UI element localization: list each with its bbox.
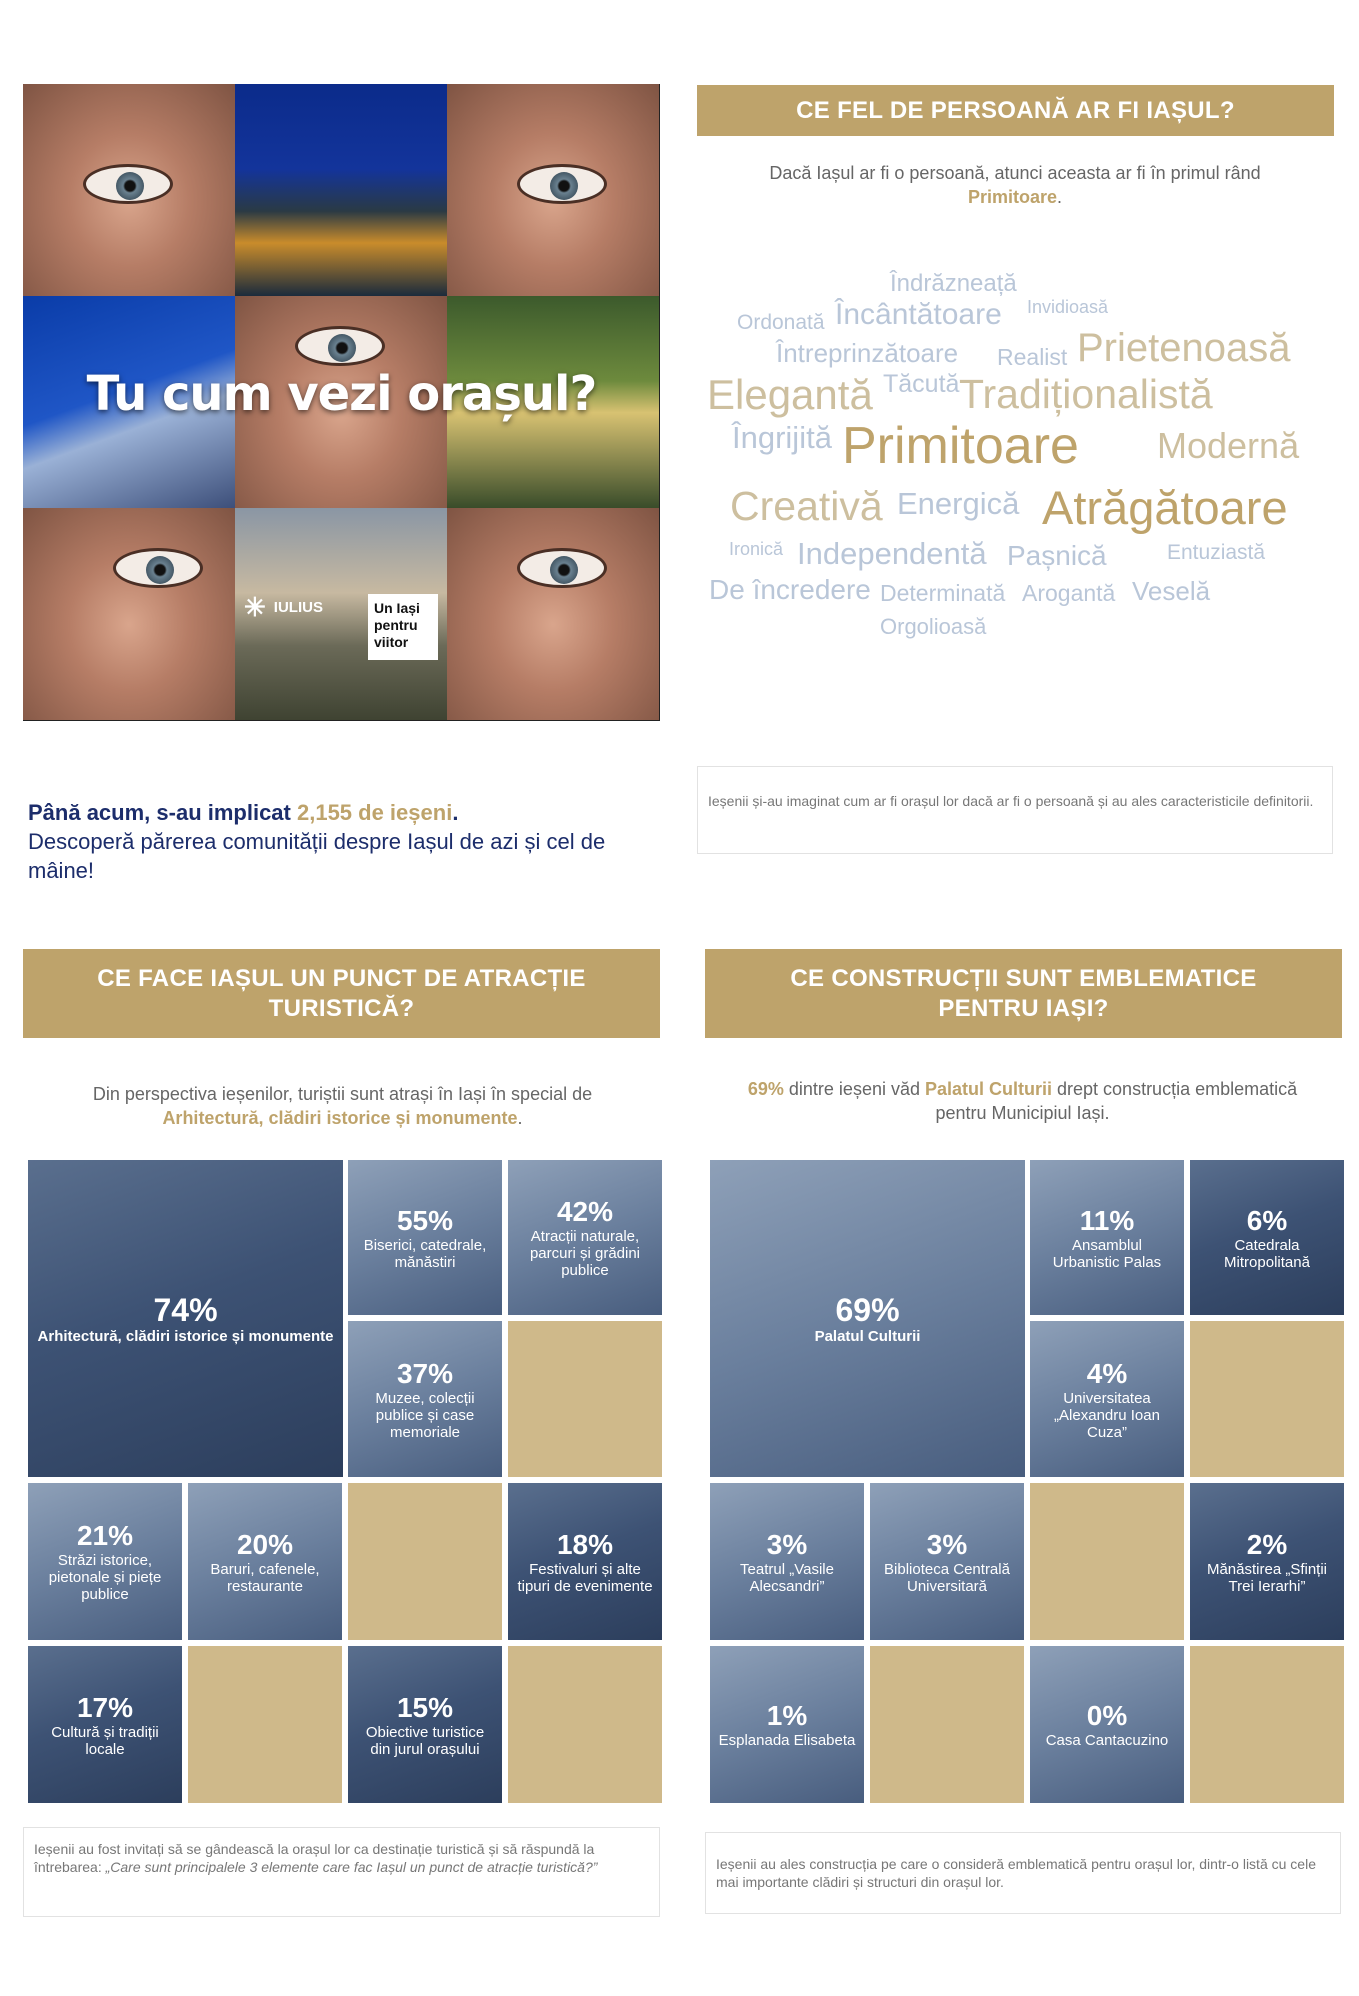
person-intro bbox=[700, 161, 1330, 209]
buildings-intro-end: drept construcția emblematică pentru Municipiul Iași. bbox=[935, 1079, 1298, 1123]
word-cloud bbox=[697, 260, 1337, 650]
tourism-tile bbox=[28, 1160, 343, 1477]
tourism-tile bbox=[348, 1160, 502, 1315]
word: Prietenoasă bbox=[1077, 326, 1291, 370]
tourism-intro-highlight: Arhitectură, clădiri istorice și monumente bbox=[162, 1108, 518, 1128]
tile-percent: 55% bbox=[396, 1204, 454, 1236]
word: Primitoare bbox=[842, 417, 1079, 475]
tourism-tile bbox=[28, 1646, 182, 1803]
stats-prefix: Până acum, s-au implicat bbox=[28, 800, 297, 825]
building-tile bbox=[1190, 1483, 1344, 1640]
eye-photo bbox=[23, 508, 235, 720]
tile-percent: 3% bbox=[926, 1528, 968, 1560]
tile-percent: 37% bbox=[396, 1357, 454, 1389]
tile-percent: 1% bbox=[766, 1700, 808, 1731]
filler-tile bbox=[508, 1321, 662, 1477]
filler-tile bbox=[1030, 1483, 1184, 1640]
buildings-intro-pct: 69% bbox=[747, 1079, 784, 1099]
tourism-intro bbox=[40, 1082, 645, 1130]
tile-percent: 74% bbox=[153, 1292, 218, 1328]
tourism-note bbox=[23, 1827, 660, 1917]
hero-collage bbox=[23, 84, 660, 721]
tile-label: Casa Cantacuzino bbox=[1045, 1732, 1169, 1749]
filler-tile bbox=[1190, 1321, 1344, 1477]
tile-label: Catedrala Mitropolitană bbox=[1224, 1236, 1310, 1271]
word: Modernă bbox=[1157, 425, 1300, 466]
person-intro-highlight: Primitoare bbox=[967, 187, 1058, 207]
tourism-note-text: Ieșenii au fost invitați să se gândească la orașul lor ca destinație turistică și să răspundă la întrebarea: bbox=[34, 1841, 595, 1875]
word: De încredere bbox=[709, 574, 871, 605]
tile-label: Baruri, cafenele, restaurante bbox=[210, 1560, 320, 1595]
stats-suffix: . bbox=[452, 800, 459, 825]
building-tile bbox=[1030, 1160, 1184, 1315]
badge-text: Un Iași pentru viitor bbox=[368, 594, 438, 660]
word: Veselă bbox=[1132, 576, 1211, 606]
tile-label: Biserici, catedrale, mănăstiri bbox=[363, 1236, 487, 1271]
person-intro-end: . bbox=[1057, 187, 1063, 207]
tourism-section-header: CE FACE IAȘUL UN PUNCT DE ATRACȚIE TURISTICĂ? bbox=[23, 949, 660, 1038]
filler-tile bbox=[508, 1646, 662, 1803]
tile-label: Cultură și tradiții locale bbox=[51, 1723, 159, 1758]
tile-label: Străzi istorice, pietonale și piețe publice bbox=[48, 1552, 162, 1603]
tourism-intro-end: . bbox=[517, 1108, 523, 1128]
tile-label: Mănăstirea „Sfinții Trei Ierarhi” bbox=[1206, 1560, 1328, 1595]
tile-percent: 2% bbox=[1246, 1528, 1288, 1560]
tile-label: Obiective turistice din jurul orașului bbox=[365, 1723, 485, 1758]
tourism-tile bbox=[188, 1483, 342, 1640]
tile-percent: 4% bbox=[1086, 1357, 1128, 1389]
tile-percent: 3% bbox=[766, 1528, 808, 1560]
word: Îndrăzneață bbox=[890, 270, 1017, 297]
tile-percent: 21% bbox=[76, 1520, 134, 1551]
eye-photo bbox=[23, 84, 235, 296]
participation-stats bbox=[28, 798, 668, 885]
city-night-photo bbox=[235, 84, 447, 296]
building-tile bbox=[710, 1646, 864, 1803]
buildings-intro bbox=[720, 1077, 1325, 1125]
tile-percent: 20% bbox=[236, 1528, 294, 1560]
hero-title: Tu cum vezi orașul? bbox=[86, 366, 597, 422]
tile-label: Festivaluri și alte tipuri de evenimente bbox=[517, 1560, 653, 1595]
building-tile bbox=[1030, 1321, 1184, 1477]
tile-percent: 69% bbox=[835, 1292, 900, 1328]
tile-label: Palatul Culturii bbox=[814, 1328, 921, 1345]
word: Entuziastă bbox=[1167, 541, 1266, 564]
word: Pașnică bbox=[1007, 540, 1107, 571]
buildings-section-header: CE CONSTRUCȚII SUNT EMBLEMATICE PENTRU IAȘI? bbox=[705, 949, 1342, 1038]
person-intro-text: Dacă Iașul ar fi o persoană, atunci aceasta ar fi în primul rând bbox=[769, 163, 1261, 183]
word: Arogantă bbox=[1022, 580, 1116, 606]
filler-tile bbox=[870, 1646, 1024, 1803]
tourism-note-question: „Care sunt principalele 3 elemente care fac Iașul un punct de atracție turistică?” bbox=[105, 1859, 598, 1875]
tile-percent: 18% bbox=[556, 1528, 614, 1560]
sun-icon: ✳ bbox=[244, 592, 266, 622]
filler-tile bbox=[188, 1646, 342, 1803]
tile-percent: 0% bbox=[1086, 1700, 1128, 1731]
tile-label: Muzee, colecții publice și case memoriale bbox=[375, 1389, 475, 1441]
tourism-intro-text: Din perspectiva ieșenilor, turiștii sunt atrași în Iași în special de bbox=[92, 1084, 593, 1104]
building-tile bbox=[1030, 1646, 1184, 1803]
eye-photo bbox=[447, 84, 659, 296]
tile-label: Biblioteca Centrală Universitară bbox=[884, 1560, 1010, 1595]
buildings-intro-mid: dintre ieșeni văd bbox=[783, 1079, 925, 1099]
buildings-intro-highlight: Palatul Culturii bbox=[925, 1079, 1053, 1099]
filler-tile bbox=[348, 1483, 502, 1640]
word: Atrăgătoare bbox=[1042, 481, 1288, 534]
building-tile bbox=[870, 1483, 1024, 1640]
buildings-note: Ieșenii au ales construcția pe care o consideră emblematică pentru orașul lor, dintr-o listă cu cele mai importante clădiri și structuri din orașul lor. bbox=[705, 1832, 1341, 1914]
tourism-tile bbox=[508, 1160, 662, 1315]
tile-label: Esplanada Elisabeta bbox=[718, 1732, 856, 1749]
word: Întreprinzătoare bbox=[776, 338, 959, 368]
logo-text: IULIUS bbox=[273, 599, 323, 616]
person-section-header: CE FEL DE PERSOANĂ AR FI IAȘUL? bbox=[697, 85, 1334, 136]
tourism-tile bbox=[348, 1321, 502, 1477]
word: Îngrijită bbox=[732, 420, 832, 455]
tile-percent: 6% bbox=[1246, 1204, 1288, 1236]
word: Creativă bbox=[730, 483, 883, 529]
tile-percent: 17% bbox=[76, 1691, 134, 1723]
tile-percent: 42% bbox=[556, 1196, 614, 1227]
word: Elegantă bbox=[707, 371, 873, 418]
filler-tile bbox=[1190, 1646, 1344, 1803]
tile-label: Teatrul „Vasile Alecsandri” bbox=[740, 1560, 834, 1595]
tourism-tile bbox=[348, 1646, 502, 1803]
eye-photo bbox=[447, 508, 659, 720]
tile-percent: 15% bbox=[396, 1691, 454, 1723]
participant-count: 2,155 de ieșeni bbox=[296, 800, 453, 825]
word: Tradiționalistă bbox=[959, 371, 1213, 417]
tile-label: Universitatea „Alexandru Ioan Cuza” bbox=[1054, 1389, 1160, 1441]
stats-subtitle: Descoperă părerea comunității despre Iașul de azi și cel de mâine! bbox=[28, 829, 606, 883]
word: Energică bbox=[897, 486, 1020, 521]
tile-percent: 11% bbox=[1079, 1204, 1135, 1236]
iulius-logo bbox=[244, 592, 323, 623]
word: Realist bbox=[997, 344, 1068, 370]
person-note: Ieșenii și-au imaginat cum ar fi orașul lor dacă ar fi o persoană și au ales caracteristicile definitorii. bbox=[697, 766, 1333, 854]
word: Ironică bbox=[729, 539, 784, 559]
word: Ordonată bbox=[737, 311, 825, 334]
building-tile bbox=[710, 1160, 1025, 1477]
tile-label: Ansamblul Urbanistic Palas bbox=[1052, 1236, 1162, 1271]
tile-label: Atracții naturale, parcuri și grădini publice bbox=[529, 1228, 641, 1279]
word: Orgolioasă bbox=[880, 614, 987, 639]
building-tile bbox=[1190, 1160, 1344, 1315]
word: Tăcută bbox=[883, 370, 960, 398]
tile-label: Arhitectură, clădiri istorice și monumente bbox=[37, 1328, 334, 1345]
building-tile bbox=[710, 1483, 864, 1640]
tourism-tile bbox=[508, 1483, 662, 1640]
tourism-tile bbox=[28, 1483, 182, 1640]
word: Invidioasă bbox=[1027, 297, 1109, 317]
word: Determinată bbox=[880, 580, 1006, 606]
word: Independentă bbox=[797, 536, 987, 571]
word: Încântătoare bbox=[835, 298, 1002, 331]
